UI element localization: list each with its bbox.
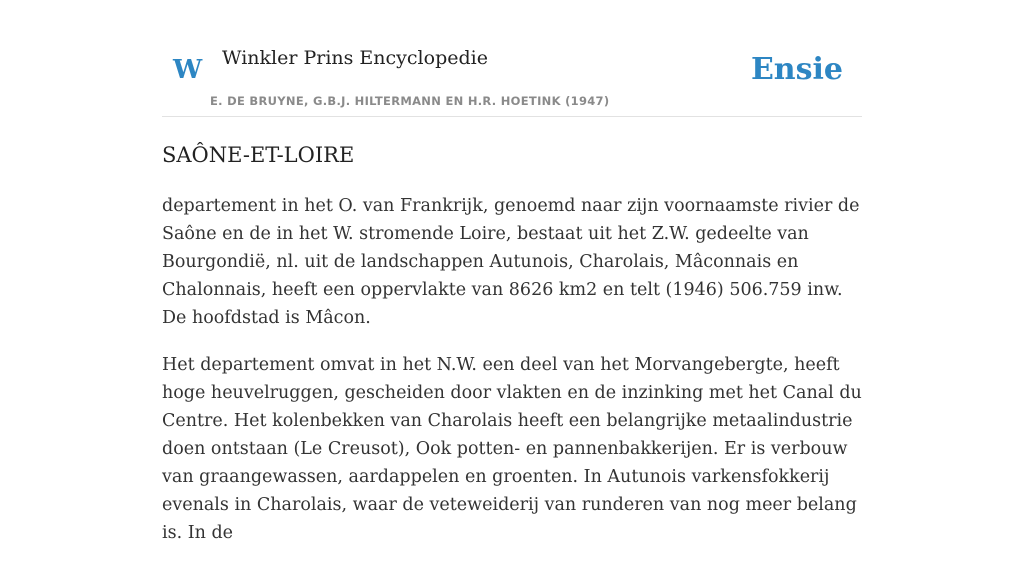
entry-title: SAÔNE-ET-LOIRE <box>162 143 355 167</box>
entry-paragraph: Het departement omvat in het N.W. een deel van het Morvangebergte, heeft hoge heuvelruggen, gescheiden door vlakten en de inzinking met het Canal du Centre. Het kolenbekken van Charolais heeft een belangrijke metaalindustrie doen ontstaan (Le Creusot), Ook potten- en pannenbakkerijen. Er is verbouw van graangewassen, aardappelen en groenten. In Autunois varkensfokkerij evenals in Charolais, waar de veteweiderij van runderen van nog meer belang is. In de <box>162 355 862 543</box>
winkler-prins-logo[interactable]: W <box>173 55 203 85</box>
book-authors: E. DE BRUYNE, G.B.J. HILTERMANN EN H.R. HOETINK (1947) <box>210 94 610 108</box>
entry-content <box>162 192 862 566</box>
ensie-logo[interactable]: Ensie <box>750 52 843 87</box>
site-header <box>162 0 862 117</box>
book-title-link[interactable]: Winkler Prins Encyclopedie <box>222 47 488 69</box>
entry-paragraph: departement in het O. van Frankrijk, genoemd naar zijn voornaamste rivier de Saône en de in het W. stromende Loire, bestaat uit het Z.W. gedeelte van Bourgondië, nl. uit de landschappen Autunois, Charolais, Mâconnais en Chalonnais, heeft een oppervlakte van 8626 km2 en telt (1946) 506.759 inw. De hoofdstad is Mâcon. <box>162 196 860 328</box>
